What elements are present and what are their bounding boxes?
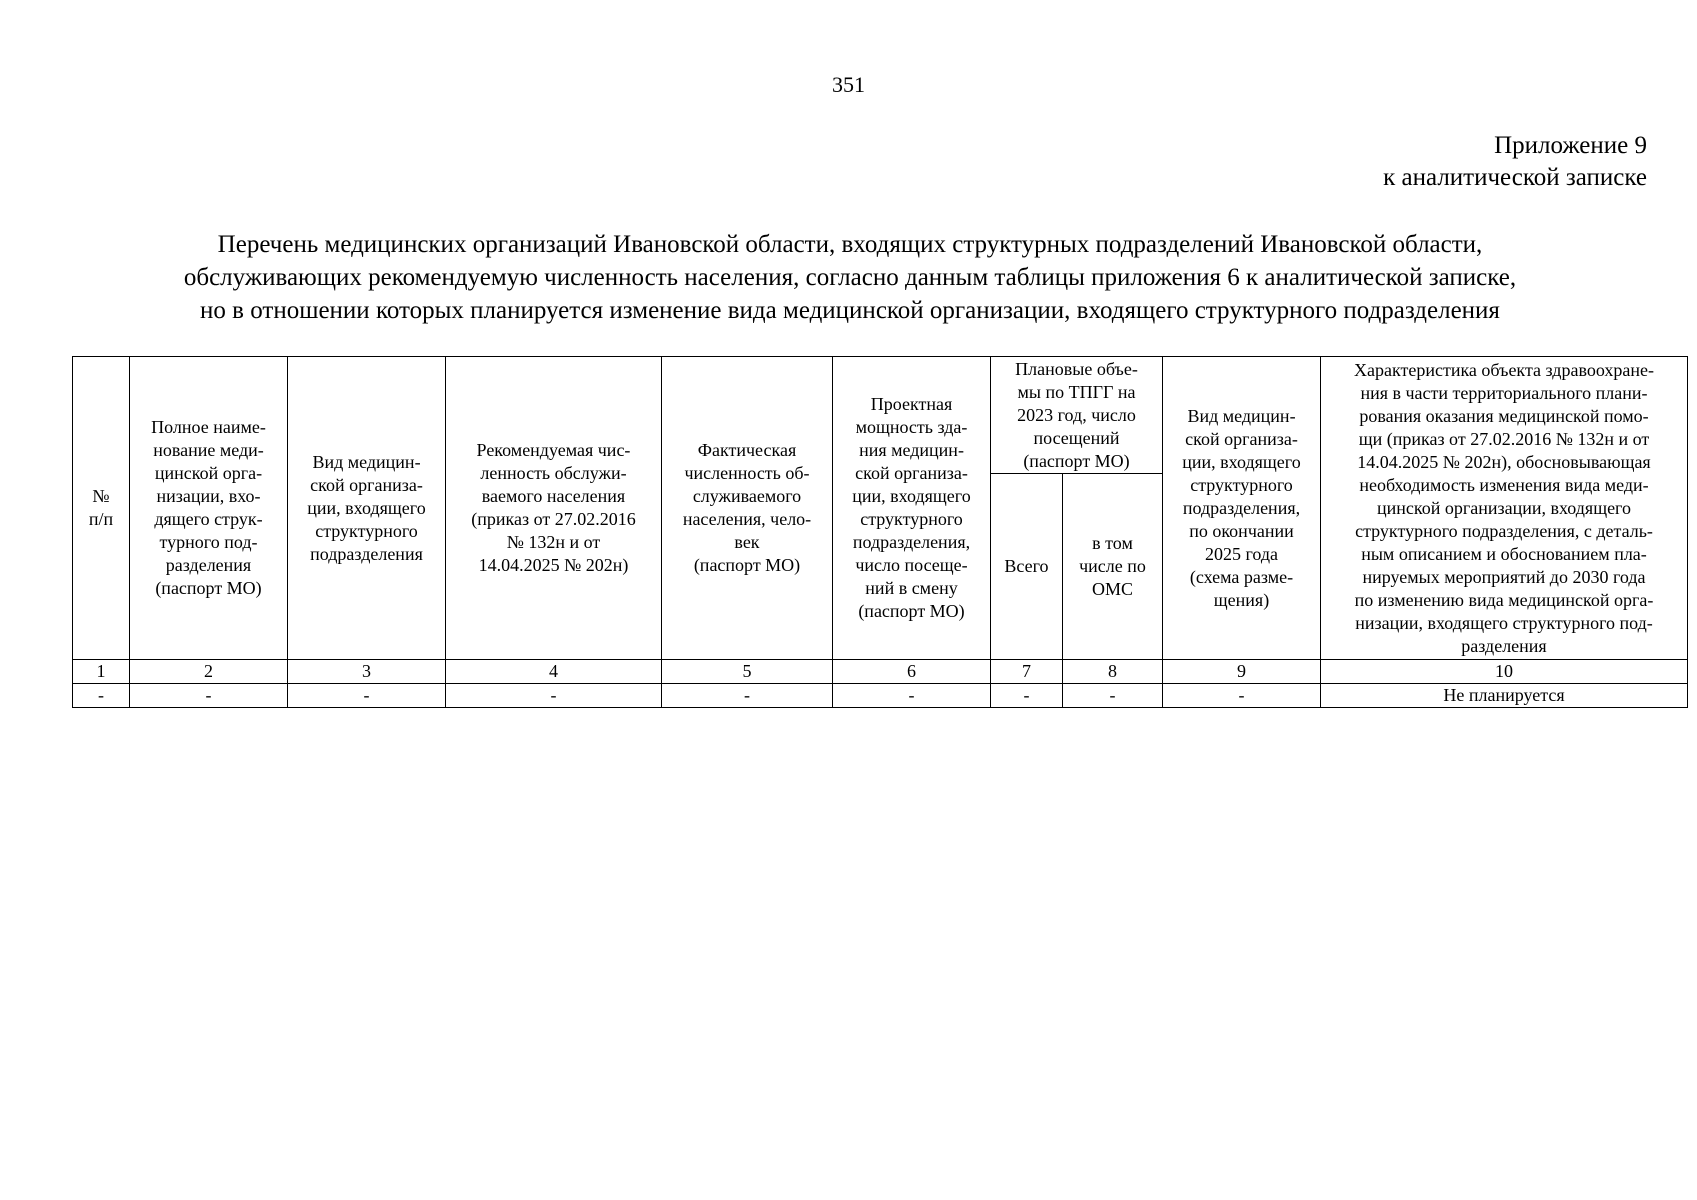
table-cell: - bbox=[991, 684, 1063, 708]
page-number: 351 bbox=[832, 72, 865, 97]
header-design-capacity: Проектная мощность зда- ния медицин- ской организа- ции, входящего структурного подразделения, число посеще- ний в смену (паспорт МО) bbox=[833, 357, 991, 660]
column-number: 9 bbox=[1163, 660, 1321, 684]
table-cell: - bbox=[833, 684, 991, 708]
column-number: 2 bbox=[130, 660, 288, 684]
header-recommended-population: Рекомендуемая чис- ленность обслужи- ваемого населения (приказ от 27.02.2016 № 132н и от 14.04.2025 № 202н) bbox=[446, 357, 662, 660]
header-org-type-2025: Вид медицин- ской организа- ции, входящего структурного подразделения, по окончании 2025 года (схема разме- щения) bbox=[1163, 357, 1321, 660]
table-row bbox=[73, 684, 1688, 708]
column-number: 5 bbox=[662, 660, 833, 684]
header-full-name: Полное наиме- нование меди- цинской орга- низации, вхо- дящего струк- турного под- разделения (паспорт МО) bbox=[130, 357, 288, 660]
header-total: Всего bbox=[991, 474, 1063, 660]
table-cell: - bbox=[73, 684, 130, 708]
title-line-1: Перечень медицинских организаций Ивановской области, входящих структурных подразделений Ивановской области, bbox=[217, 231, 1483, 258]
appendix-line-2: к аналитической записке bbox=[1383, 164, 1647, 191]
header-characteristics: Характеристика объекта здравоохране- ния в части территориального плани- рования оказания медицинской помо- щи (приказ от 27.02.2016 № 132н и от 14.04.2025 № 202н), обосновывающая необходимость изменения вида меди- цинской организации, входящего структурного подразделения, с деталь- ным описанием и обоснованием пла- нируемых мероприятий до 2030 года по изменению вида медицинской орга- низации, входящего структурного под- разделения bbox=[1321, 357, 1688, 660]
header-number: № п/п bbox=[73, 357, 130, 660]
column-number: 1 bbox=[73, 660, 130, 684]
appendix-label bbox=[1047, 130, 1647, 194]
table-cell: - bbox=[288, 684, 446, 708]
header-planned-volumes: Плановые объе- мы по ТПГГ на 2023 год, число посещений (паспорт МО) bbox=[991, 357, 1163, 474]
header-actual-population: Фактическая численность об- служиваемого населения, чело- век (паспорт МО) bbox=[662, 357, 833, 660]
table-cell: - bbox=[446, 684, 662, 708]
title-line-2: обслуживающих рекомендуемую численность населения, согласно данным таблицы приложения 6 к аналитической записке, bbox=[183, 264, 1517, 291]
column-number: 8 bbox=[1063, 660, 1163, 684]
table-cell: - bbox=[1063, 684, 1163, 708]
table-cell: - bbox=[662, 684, 833, 708]
organizations-table bbox=[72, 356, 1688, 708]
column-number: 3 bbox=[288, 660, 446, 684]
header-oms: в том числе по ОМС bbox=[1063, 474, 1163, 660]
column-number: 10 bbox=[1321, 660, 1688, 684]
column-number: 4 bbox=[446, 660, 662, 684]
table-cell: - bbox=[1163, 684, 1321, 708]
column-numbers-row bbox=[73, 660, 1688, 684]
table-cell: - bbox=[130, 684, 288, 708]
header-org-type: Вид медицин- ской организа- ции, входящего структурного подразделения bbox=[288, 357, 446, 660]
column-number: 7 bbox=[991, 660, 1063, 684]
table-cell: Не планируется bbox=[1321, 684, 1688, 708]
document-title bbox=[60, 228, 1640, 327]
column-number: 6 bbox=[833, 660, 991, 684]
appendix-line-1: Приложение 9 bbox=[1494, 132, 1647, 159]
title-line-3: но в отношении которых планируется изменение вида медицинской организации, входящего структурного подразделения bbox=[200, 297, 1500, 324]
